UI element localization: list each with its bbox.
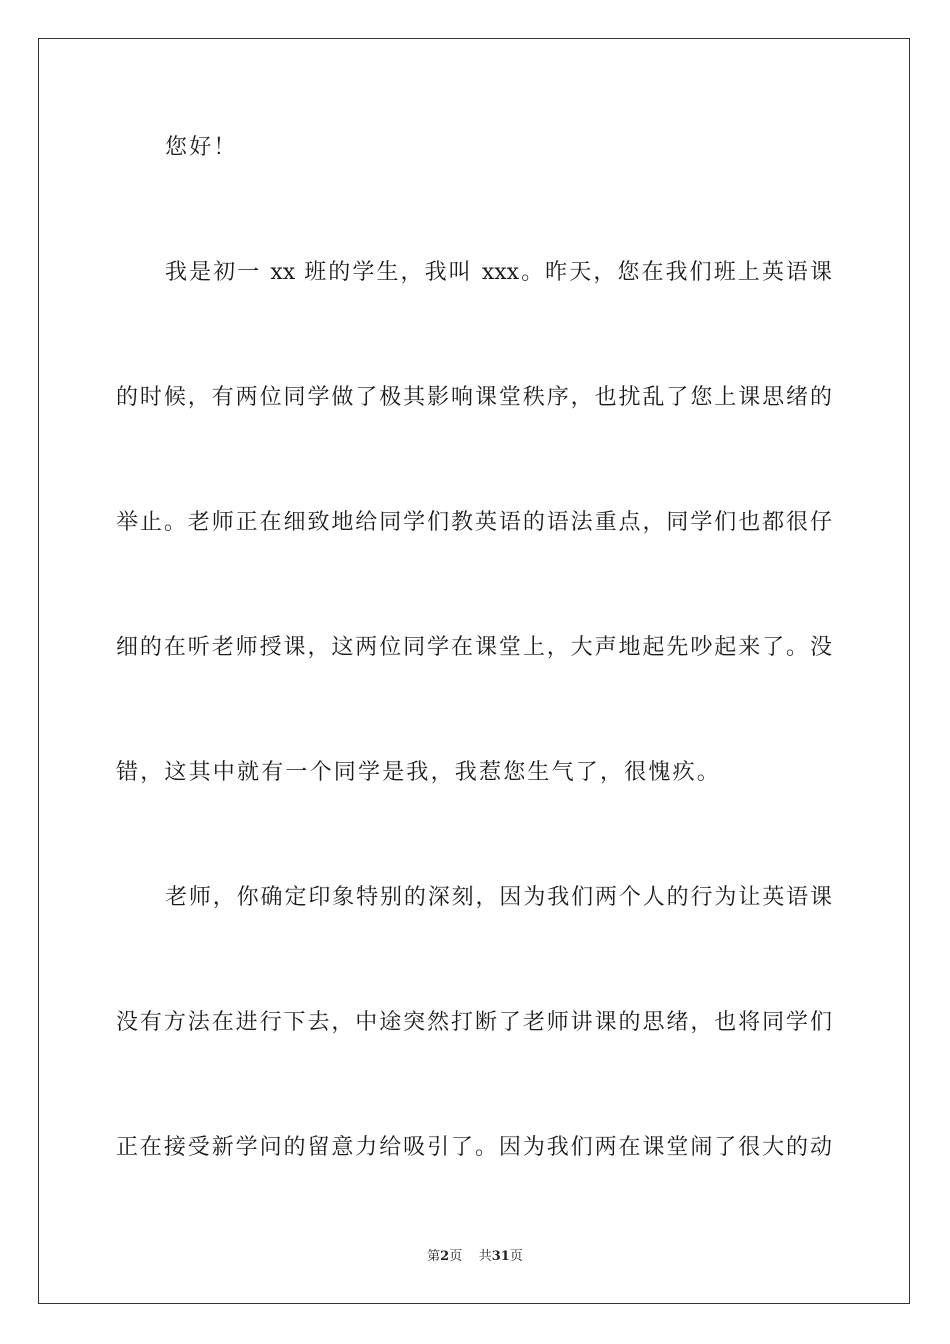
paragraph-1-line-4: 细的在听老师授课，这两位同学在课堂上，大声地起先吵起来了。没 bbox=[116, 635, 832, 660]
paragraph-2-line-1: 老师，你确定印象特别的深刻，因为我们两个人的行为让英语课 bbox=[165, 885, 832, 910]
paragraph-2-line-3: 正在接受新学问的留意力给吸引了。因为我们两在课堂闹了很大的动 bbox=[116, 1135, 832, 1160]
greeting-line: 您好！ bbox=[165, 135, 238, 160]
paragraph-1-line-2: 的时候，有两位同学做了极其影响课堂秩序，也扰乱了您上课思绪的 bbox=[116, 385, 832, 410]
total-label-suffix: 页 bbox=[509, 1249, 523, 1264]
paragraph-1-line-3: 举止。老师正在细致地给同学们教英语的语法重点，同学们也都很仔 bbox=[116, 510, 832, 535]
total-label-prefix: 共 bbox=[478, 1249, 492, 1264]
paragraph-1-line-1: 我是初一 xx 班的学生，我叫 xxx。昨天，您在我们班上英语课 bbox=[165, 260, 832, 285]
paragraph-2-line-2: 没有方法在进行下去，中途突然打断了老师讲课的思绪，也将同学们 bbox=[116, 1010, 832, 1035]
total-pages: 31 bbox=[491, 1249, 510, 1264]
page-label-suffix: 页 bbox=[449, 1249, 463, 1264]
page-border bbox=[38, 38, 910, 1304]
paragraph-1-line-5: 错，这其中就有一个同学是我，我惹您生气了，很愧疚。 bbox=[116, 760, 722, 785]
page-label-prefix: 第 bbox=[427, 1249, 441, 1264]
page-number: 2 bbox=[440, 1249, 450, 1264]
page-footer bbox=[0, 1248, 950, 1266]
